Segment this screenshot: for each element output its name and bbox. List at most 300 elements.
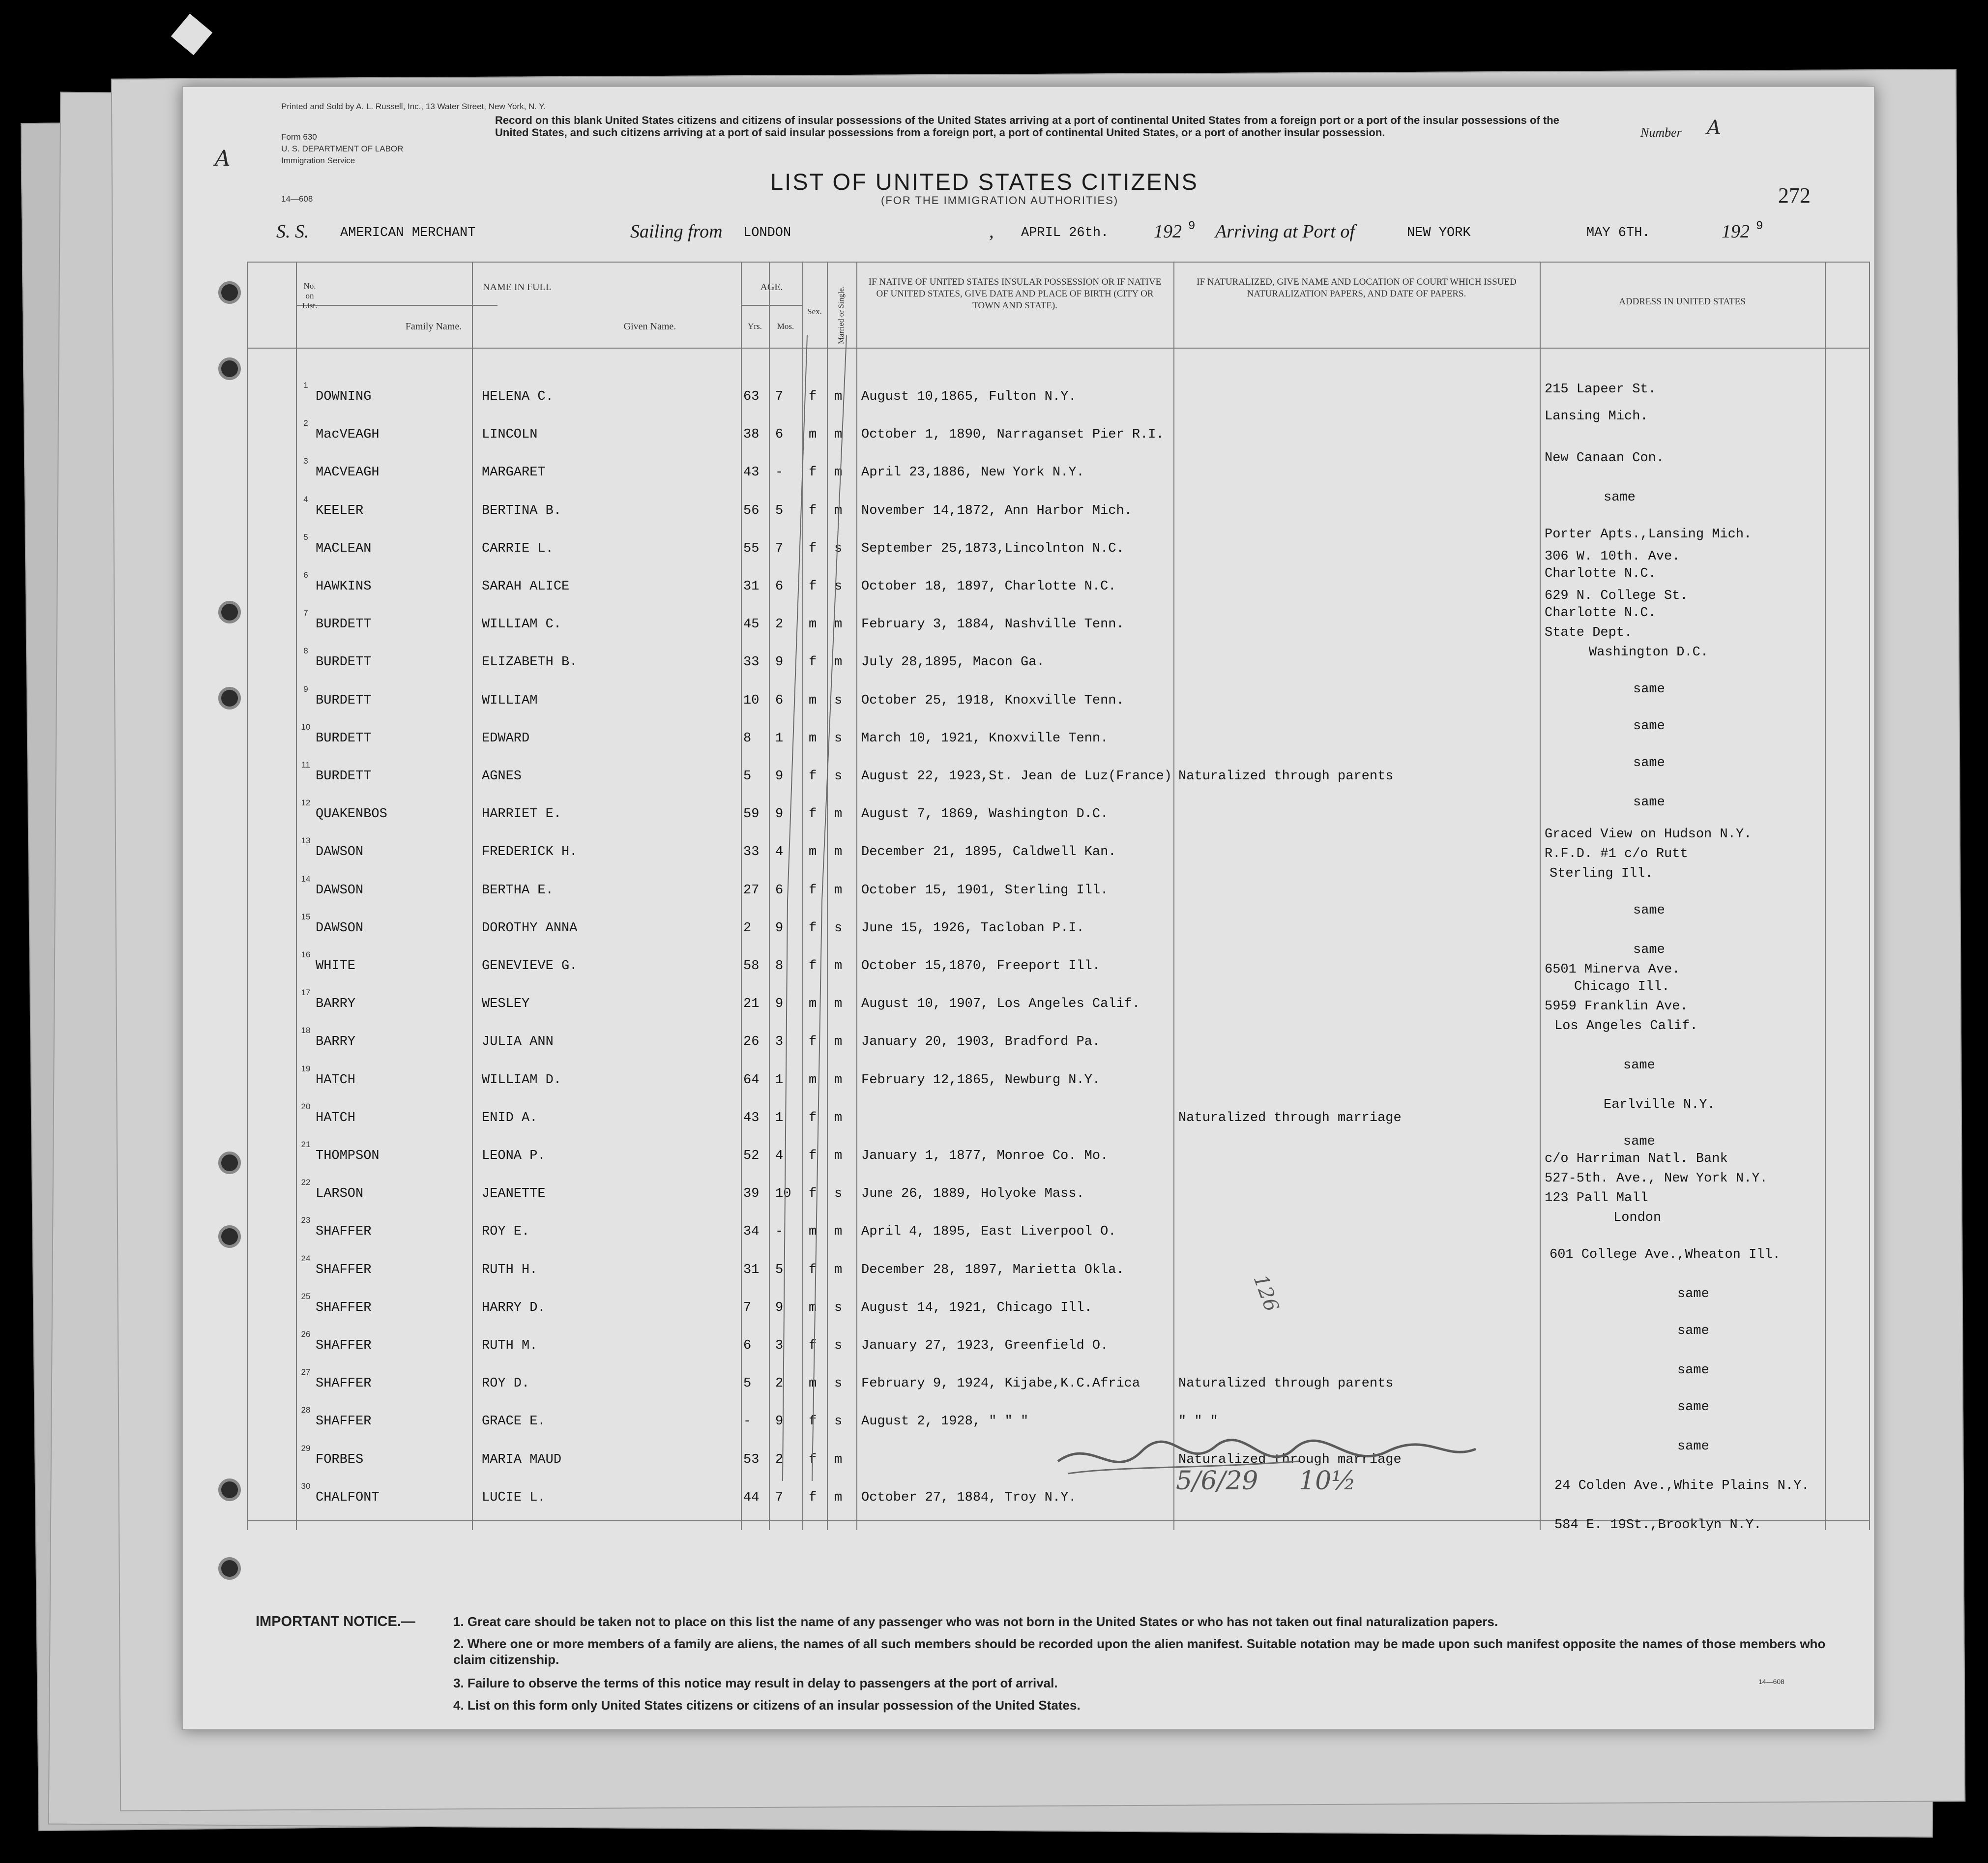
row-number: 18 — [301, 1026, 311, 1035]
age-months: 2 — [775, 1376, 784, 1391]
given-name: WESLEY — [482, 997, 530, 1012]
col-naturalized: IF NATURALIZED, GIVE NAME AND LOCATION OF COURT WHICH ISSUED NATURALIZATION PAPERS, AND DATE OF PAPERS. — [1197, 277, 1517, 299]
given-name: WILLIAM D. — [482, 1072, 562, 1088]
address-line: same — [1633, 943, 1665, 957]
given-name: ENID A. — [482, 1110, 538, 1125]
address-line: London — [1613, 1211, 1662, 1225]
family-name: MACLEAN — [316, 541, 372, 556]
binder-hole — [218, 1225, 241, 1248]
family-name: SHAFFER — [316, 1262, 372, 1277]
sex: f — [809, 1186, 817, 1202]
age-months: 1 — [775, 1072, 784, 1088]
address-line: same — [1677, 1439, 1709, 1454]
age-years: 63 — [743, 389, 760, 404]
arriving-label: Arriving at Port of — [1215, 221, 1355, 242]
naturalization-info: Naturalized through parents — [1178, 769, 1394, 784]
table-rule — [1540, 262, 1541, 1530]
sex: f — [809, 883, 817, 898]
age-months: 6 — [775, 883, 784, 898]
row-number: 20 — [301, 1101, 311, 1111]
address-line: 215 Lapeer St. — [1545, 382, 1656, 397]
given-name: SARAH ALICE — [482, 579, 570, 594]
row-number: 19 — [301, 1064, 311, 1073]
page-number: 272 — [1778, 183, 1811, 207]
address-line: Graced View on Hudson N.Y. — [1545, 827, 1752, 842]
marital-status: m — [834, 655, 843, 670]
table-rule — [296, 305, 497, 306]
naturalization-info: " " " — [1178, 1414, 1219, 1429]
table-rule — [1869, 262, 1870, 1530]
table-rule — [247, 348, 1869, 349]
given-name: ROY E. — [482, 1224, 530, 1240]
number-label: Number — [1640, 125, 1682, 140]
sex: f — [809, 807, 817, 822]
age-years: 45 — [743, 617, 760, 632]
age-years: 39 — [743, 1186, 760, 1202]
marital-status: m — [834, 883, 843, 898]
given-name: RUTH M. — [482, 1338, 538, 1353]
address-line: same — [1633, 795, 1665, 810]
row-number: 12 — [301, 798, 311, 808]
sailing-port: LONDON — [743, 226, 791, 240]
binder-hole — [218, 1557, 241, 1580]
marital-status: m — [834, 1490, 843, 1505]
age-months: 6 — [775, 693, 784, 708]
marital-status: m — [834, 1224, 843, 1240]
address-line: Charlotte N.C. — [1545, 606, 1656, 621]
sex: f — [809, 655, 817, 670]
table-rule — [296, 262, 297, 1530]
given-name: AGNES — [482, 769, 522, 784]
age-years: 33 — [743, 845, 760, 860]
family-name: FORBES — [316, 1452, 364, 1467]
birth-info: November 14,1872, Ann Harbor Mich. — [861, 503, 1132, 518]
tally-stroke — [812, 335, 847, 1481]
sailing-label: Sailing from — [630, 221, 723, 242]
signature-number: 10½ — [1299, 1466, 1356, 1496]
departure-year-digit: 9 — [1188, 220, 1196, 233]
age-years: 58 — [743, 959, 760, 974]
marital-status: m — [834, 617, 843, 632]
binder-hole — [218, 281, 241, 304]
marital-status: m — [834, 465, 843, 480]
row-number: 17 — [301, 988, 311, 998]
given-name: JEANETTE — [482, 1186, 546, 1202]
row-number: 22 — [301, 1178, 311, 1187]
marital-status: m — [834, 1452, 843, 1467]
col-birth: IF NATIVE OF UNITED STATES INSULAR POSSESSION OR IF NATIVE OF UNITED STATES, GIVE DATE AND PLACE OF BIRTH (CITY OR TOWN AND STATE). — [868, 277, 1162, 311]
notice-item: 3. Failure to observe the terms of this notice may result in delay to passengers at the port of arrival. — [453, 1676, 1058, 1690]
row-number: 13 — [301, 836, 311, 846]
given-name: HARRY D. — [482, 1300, 546, 1315]
row-number: 26 — [301, 1330, 311, 1339]
given-name: DOROTHY ANNA — [482, 920, 578, 936]
marital-status: m — [834, 959, 843, 974]
address-line: Sterling Ill. — [1549, 866, 1653, 881]
arrival-date: MAY 6TH. — [1586, 226, 1650, 240]
row-number: 14 — [301, 874, 311, 884]
sex: m — [809, 1300, 817, 1315]
age-years: 34 — [743, 1224, 760, 1240]
address-line: Porter Apts.,Lansing Mich. — [1545, 527, 1752, 542]
family-name: BURDETT — [316, 769, 372, 784]
family-name: SHAFFER — [316, 1414, 372, 1429]
margin-count: 126 — [1249, 1272, 1283, 1315]
address-line: same — [1623, 1134, 1655, 1149]
age-months: - — [775, 1224, 784, 1240]
address-line: New Canaan Con. — [1545, 451, 1665, 466]
sex: f — [809, 1452, 817, 1467]
notice-item: 2. Where one or more members of a family are aliens, the names of all such members should be recorded upon the alien manifest. Suitable notation may be made upon such manifest opposite the names of those members who claim citizenship. — [453, 1636, 1826, 1667]
binder-hole — [218, 687, 241, 710]
given-name: JULIA ANN — [482, 1035, 554, 1050]
col-age-yrs: Yrs. — [748, 322, 762, 331]
sex: f — [809, 579, 817, 594]
family-name: CHALFONT — [316, 1490, 380, 1505]
age-years: 10 — [743, 693, 760, 708]
row-number: 3 — [303, 456, 308, 466]
birth-info: October 25, 1918, Knoxville Tenn. — [861, 693, 1124, 708]
row-number: 7 — [303, 608, 308, 618]
family-name: HATCH — [316, 1072, 356, 1088]
address-line: 527-5th. Ave., New York N.Y. — [1545, 1171, 1768, 1186]
service-name: Immigration Service — [281, 156, 355, 165]
row-number: 24 — [301, 1253, 311, 1263]
department-name: U. S. DEPARTMENT OF LABOR — [281, 144, 404, 153]
given-name: GENEVIEVE G. — [482, 959, 578, 974]
age-months: 8 — [775, 959, 784, 974]
tally-marks — [768, 262, 866, 1540]
age-years: 55 — [743, 541, 760, 556]
sex: f — [809, 1262, 817, 1277]
marital-status: s — [834, 769, 843, 784]
given-name: MARGARET — [482, 465, 546, 480]
departure-year-printed: 192 — [1154, 221, 1182, 242]
birth-info: December 21, 1895, Caldwell Kan. — [861, 845, 1116, 860]
footer-code: 14—608 — [1758, 1678, 1784, 1686]
form-code: 14—608 — [281, 194, 313, 204]
address-line: 6501 Minerva Ave. — [1545, 962, 1680, 977]
age-years: 43 — [743, 465, 760, 480]
address-line: c/o Harriman Natl. Bank — [1545, 1152, 1728, 1166]
given-name: ELIZABETH B. — [482, 655, 578, 670]
marital-status: m — [834, 1072, 843, 1088]
birth-info: August 14, 1921, Chicago Ill. — [861, 1300, 1092, 1315]
age-months: 9 — [775, 1414, 784, 1429]
marital-status: s — [834, 1376, 843, 1391]
age-years: 53 — [743, 1452, 760, 1467]
given-name: LUCIE L. — [482, 1490, 546, 1505]
birth-info: February 12,1865, Newburg N.Y. — [861, 1072, 1101, 1088]
row-number: 2 — [303, 418, 308, 428]
marital-status: m — [834, 1110, 843, 1125]
family-name: MacVEAGH — [316, 427, 380, 443]
arrival-year-digit: 9 — [1756, 220, 1763, 233]
family-name: DOWNING — [316, 389, 372, 404]
birth-info: August 10, 1907, Los Angeles Calif. — [861, 997, 1140, 1012]
record-instructions: Record on this blank United States citizens and citizens of insular possessions of the United States arriving at a port of continental United States from a foreign port or a port of the insular possessions of the United States, and such citizens arriving at a port of said insular possessions from a foreign port, a port of continental United States, or a port of another insular possession. — [495, 114, 1559, 139]
marital-status: m — [834, 503, 843, 518]
birth-info: March 10, 1921, Knoxville Tenn. — [861, 731, 1109, 746]
family-name: MACVEAGH — [316, 465, 380, 480]
family-name: WHITE — [316, 959, 356, 974]
age-months: 9 — [775, 655, 784, 670]
age-months: 1 — [775, 1110, 784, 1125]
marital-status: s — [834, 693, 843, 708]
binder-hole — [218, 601, 241, 623]
passenger-table — [247, 262, 1928, 1533]
age-years: 7 — [743, 1300, 752, 1315]
birth-info: June 15, 1926, Tacloban P.I. — [861, 920, 1084, 936]
address-line: Los Angeles Calif. — [1554, 1019, 1698, 1034]
col-age-mos: Mos. — [777, 322, 794, 331]
age-years: 8 — [743, 731, 752, 746]
row-number: 9 — [303, 684, 308, 694]
binder-hole — [218, 1152, 241, 1174]
birth-info: October 18, 1897, Charlotte N.C. — [861, 579, 1116, 594]
row-number: 21 — [301, 1140, 311, 1149]
sex: f — [809, 1035, 817, 1050]
marital-status: s — [834, 541, 843, 556]
table-rule — [247, 262, 1869, 263]
age-months: 1 — [775, 731, 784, 746]
notice-title: IMPORTANT NOTICE.— — [256, 1614, 415, 1629]
marital-status: m — [834, 997, 843, 1012]
address-line: same — [1633, 682, 1665, 697]
page-title: LIST OF UNITED STATES CITIZENS — [770, 169, 1199, 195]
sex: m — [809, 693, 817, 708]
col-address: ADDRESS IN UNITED STATES — [1619, 296, 1746, 307]
row-number: 6 — [303, 570, 308, 580]
row-number: 4 — [303, 494, 308, 504]
family-name: KEELER — [316, 503, 364, 518]
row-number: 30 — [301, 1481, 311, 1491]
manifest-page — [182, 86, 1875, 1730]
address-line: 123 Pall Mall — [1545, 1191, 1648, 1206]
row-number: 29 — [301, 1443, 311, 1453]
given-name: CARRIE L. — [482, 541, 554, 556]
age-months: 4 — [775, 845, 784, 860]
birth-info: August 10,1865, Fulton N.Y. — [861, 389, 1077, 404]
given-name: EDWARD — [482, 731, 530, 746]
given-name: HELENA C. — [482, 389, 554, 404]
sex: f — [809, 959, 817, 974]
family-name: BURDETT — [316, 693, 372, 708]
address-line: same — [1623, 1058, 1655, 1073]
given-name: BERTINA B. — [482, 503, 562, 518]
family-name: DAWSON — [316, 845, 364, 860]
marital-status: m — [834, 1149, 843, 1163]
age-months: 4 — [775, 1149, 784, 1163]
address-line: same — [1677, 1400, 1709, 1415]
sex: m — [809, 731, 817, 746]
arrival-year-printed: 192 — [1722, 221, 1750, 242]
age-months: 7 — [775, 389, 784, 404]
page-subtitle: (FOR THE IMMIGRATION AUTHORITIES) — [881, 194, 1119, 207]
notice-item: 4. List on this form only United States citizens or citizens of an insular possession of the United States. — [453, 1698, 1081, 1713]
col-married-single: Married or Single. — [837, 286, 846, 344]
age-months: 9 — [775, 920, 784, 936]
given-name: WILLIAM C. — [482, 617, 562, 632]
age-months: 6 — [775, 579, 784, 594]
family-name: BURDETT — [316, 655, 372, 670]
family-name: HAWKINS — [316, 579, 372, 594]
signature-date: 5/6/29 — [1176, 1466, 1258, 1496]
marital-status: m — [834, 845, 843, 860]
age-months: 3 — [775, 1035, 784, 1050]
age-years: 21 — [743, 997, 760, 1012]
address-line: Chicago Ill. — [1574, 979, 1670, 994]
family-name: SHAFFER — [316, 1300, 372, 1315]
address-line: same — [1677, 1287, 1709, 1301]
form-number: Form 630 — [281, 132, 317, 142]
age-years: 64 — [743, 1072, 760, 1088]
row-number: 25 — [301, 1291, 311, 1301]
marital-status: s — [834, 1300, 843, 1315]
sex: f — [809, 920, 817, 936]
age-years: 56 — [743, 503, 760, 518]
number-value: A — [1707, 117, 1721, 139]
age-months: 3 — [775, 1338, 784, 1353]
address-line: 629 N. College St. — [1545, 589, 1688, 603]
sex: m — [809, 617, 817, 632]
birth-info: April 23,1886, New York N.Y. — [861, 465, 1084, 480]
table-rule — [741, 262, 742, 1530]
sex: m — [809, 845, 817, 860]
given-name: FREDERICK H. — [482, 845, 578, 860]
marital-status: s — [834, 920, 843, 936]
age-years: 59 — [743, 807, 760, 822]
sex: m — [809, 1072, 817, 1088]
age-years: 38 — [743, 427, 760, 443]
given-name: WILLIAM — [482, 693, 538, 708]
given-name: BERTHA E. — [482, 883, 554, 898]
row-number: 23 — [301, 1215, 311, 1225]
sex: f — [809, 769, 817, 784]
age-months: 9 — [775, 997, 784, 1012]
age-years: 6 — [743, 1338, 752, 1353]
birth-info: January 1, 1877, Monroe Co. Mo. — [861, 1149, 1109, 1163]
address-line: 601 College Ave.,Wheaton Ill. — [1549, 1247, 1781, 1262]
marital-status: s — [834, 1338, 843, 1353]
age-years: 31 — [743, 1262, 760, 1277]
birth-info: October 15,1870, Freeport Ill. — [861, 959, 1101, 974]
row-number: 15 — [301, 912, 311, 921]
birth-info: October 1, 1890, Narraganset Pier R.I. — [861, 427, 1164, 443]
address-line: same — [1604, 490, 1636, 505]
voyage-comma: , — [989, 221, 994, 242]
marital-status: s — [834, 1186, 843, 1202]
departure-date: APRIL 26th. — [1021, 226, 1109, 240]
address-line: Washington D.C. — [1589, 645, 1709, 660]
sex: f — [809, 503, 817, 518]
notice-item: 1. Great care should be taken not to place on this list the name of any passenger who was not born in the United States or who has not taken out final naturalization papers. — [453, 1614, 1498, 1629]
birth-info: August 22, 1923,St. Jean de Luz(France) — [861, 769, 1172, 784]
naturalization-info: Naturalized through marriage — [1178, 1452, 1402, 1467]
address-line: 5959 Franklin Ave. — [1545, 999, 1688, 1014]
family-name: BARRY — [316, 997, 356, 1012]
address-line: same — [1633, 903, 1665, 918]
row-number: 16 — [301, 950, 311, 959]
binder-hole — [218, 357, 241, 380]
ship-name: AMERICAN MERCHANT — [340, 226, 476, 240]
age-months: 10 — [775, 1186, 791, 1202]
table-rule — [472, 262, 473, 1530]
address-line: same — [1633, 756, 1665, 770]
family-name: QUAKENBOS — [316, 807, 387, 822]
col-family-name: Family Name. — [405, 321, 462, 332]
age-years: 31 — [743, 579, 760, 594]
given-name: MARIA MAUD — [482, 1452, 562, 1467]
age-months: 2 — [775, 1452, 784, 1467]
given-name: RUTH H. — [482, 1262, 538, 1277]
col-given-name: Given Name. — [623, 321, 676, 332]
family-name: SHAFFER — [316, 1224, 372, 1240]
sex: m — [809, 997, 817, 1012]
marital-status: s — [834, 1414, 843, 1429]
marital-status: m — [834, 807, 843, 822]
margin-mark: A — [215, 146, 231, 171]
tally-stroke — [783, 335, 807, 1481]
age-months: - — [775, 465, 784, 480]
birth-info: October 15, 1901, Sterling Ill. — [861, 883, 1109, 898]
family-name: THOMPSON — [316, 1149, 380, 1163]
age-months: 6 — [775, 427, 784, 443]
family-name: SHAFFER — [316, 1338, 372, 1353]
birth-info: September 25,1873,Lincolnton N.C. — [861, 541, 1124, 556]
address-line: Charlotte N.C. — [1545, 566, 1656, 581]
given-name: HARRIET E. — [482, 807, 562, 822]
sex: m — [809, 427, 817, 443]
age-years: 52 — [743, 1149, 760, 1163]
birth-info: December 28, 1897, Marietta Okla. — [861, 1262, 1124, 1277]
given-name: GRACE E. — [482, 1414, 546, 1429]
sex: m — [809, 1224, 817, 1240]
col-name-in-full: NAME IN FULL — [483, 282, 552, 293]
row-number: 28 — [301, 1405, 311, 1415]
printer-note: Printed and Sold by A. L. Russell, Inc., 13 Water Street, New York, N. Y. — [281, 102, 546, 111]
age-years: 26 — [743, 1035, 760, 1050]
col-sex: Sex. — [807, 307, 822, 316]
family-name: BARRY — [316, 1035, 356, 1050]
address-line: same — [1677, 1363, 1709, 1378]
birth-info: April 4, 1895, East Liverpool O. — [861, 1224, 1116, 1240]
age-months: 7 — [775, 541, 784, 556]
age-months: 9 — [775, 807, 784, 822]
row-number: 8 — [303, 646, 308, 656]
birth-info: February 9, 1924, Kijabe,K.C.Africa — [861, 1376, 1140, 1391]
given-name: ROY D. — [482, 1376, 530, 1391]
marital-status: m — [834, 427, 843, 443]
sex: f — [809, 1414, 817, 1429]
age-months: 7 — [775, 1490, 784, 1505]
marital-status: m — [834, 1262, 843, 1277]
sex: f — [809, 465, 817, 480]
birth-info: August 7, 1869, Washington D.C. — [861, 807, 1109, 822]
torn-corner — [171, 14, 213, 56]
age-years: 5 — [743, 769, 752, 784]
birth-info: January 27, 1923, Greenfield O. — [861, 1338, 1109, 1353]
naturalization-info: Naturalized through parents — [1178, 1376, 1394, 1391]
row-number: 10 — [301, 722, 311, 732]
naturalization-info: Naturalized through marriage — [1178, 1110, 1402, 1125]
given-name: LEONA P. — [482, 1149, 546, 1163]
ss-label: S. S. — [276, 221, 309, 242]
sex: f — [809, 1490, 817, 1505]
table-rule — [247, 262, 248, 1530]
marital-status: s — [834, 579, 843, 594]
age-months: 5 — [775, 1262, 784, 1277]
